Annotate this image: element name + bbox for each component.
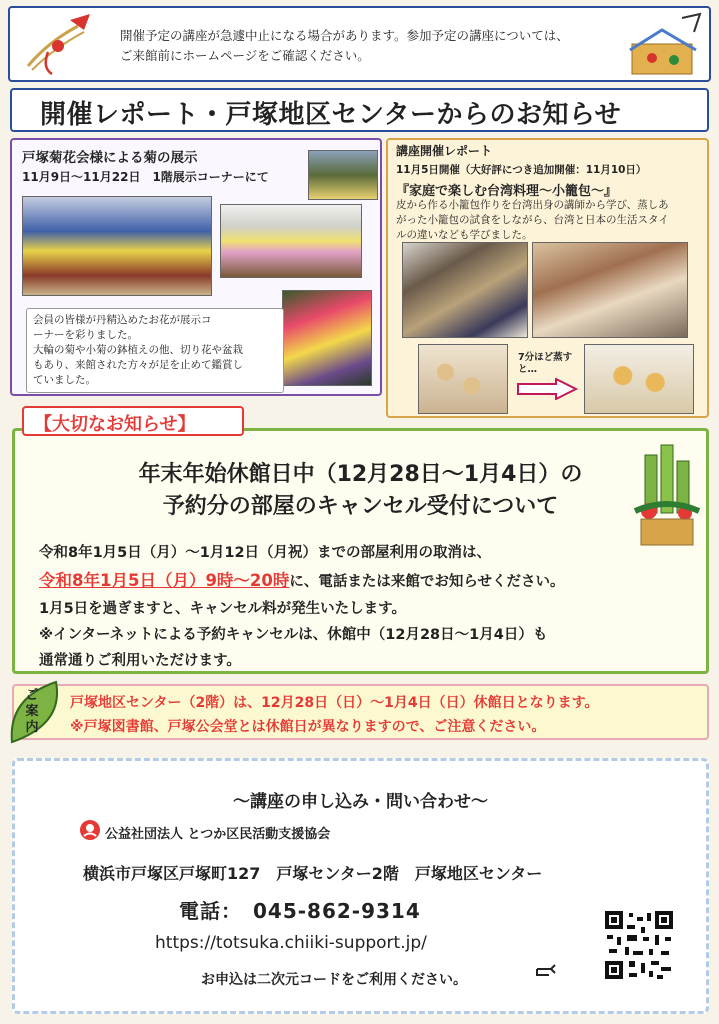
- notice-line: 1月5日を過ぎますと、キャンセル料が発生いたします。: [39, 601, 407, 617]
- qr-code-icon[interactable]: [603, 909, 675, 981]
- new-year-decoration-icon: [622, 10, 706, 80]
- top-notice-line: 開催予定の講座が急遽中止になる場合があります。参加予定の講座については、: [120, 28, 569, 43]
- important-tag: [22, 406, 244, 436]
- notice-line: [39, 567, 564, 591]
- kadomatsu-icon: [631, 441, 703, 547]
- top-notice: [8, 6, 711, 82]
- website-link[interactable]: https://totsuka.chiiki-support.jp/: [155, 933, 427, 953]
- lecture-report: [386, 138, 709, 418]
- notice-line: ※インターネットによる予約キャンセルは、休館中（12月28日～1月4日）も: [39, 627, 548, 643]
- notice-date-emphasis: 令和8年1月5日（月）9時～20時: [39, 571, 290, 590]
- description-line: 会員の皆様が丹精込めたお花が展示コ: [33, 314, 212, 326]
- chrysanthemum-photo: [220, 204, 362, 278]
- right-arrow-icon: [516, 378, 578, 400]
- contact-phone[interactable]: 電話： 045-862-9314: [179, 899, 421, 923]
- top-notice-line: ご来館前にホームページをご確認ください。: [120, 48, 370, 63]
- body-line: ルの違いなども学びました。: [396, 229, 533, 241]
- pointing-hand-icon: [535, 961, 559, 979]
- dumpling-making-photo: [532, 242, 688, 338]
- steamed-dumplings-photo: [418, 344, 508, 414]
- closure-guide: [12, 684, 709, 740]
- chrysanthemum-description: [26, 308, 284, 393]
- chrysanthemum-photo: [282, 290, 372, 386]
- body-line: 皮から作る小籠包作りを台湾出身の講師から学び、蒸しあ: [396, 199, 669, 211]
- report-header: [10, 88, 709, 132]
- cooking-class-photo: [402, 242, 528, 338]
- guide-line: 戸塚地区センター（2階）は、12月28日（日）～1月4日（日）休館日となります。: [70, 695, 599, 711]
- description-line: もあり、来館された方々が足を止めて鑑賞し: [33, 359, 243, 371]
- mizuhiki-decoration-icon: [18, 12, 98, 78]
- organization-logo-icon: [79, 819, 101, 841]
- guide-leaf-icon: [6, 678, 64, 746]
- chrysanthemum-date: 11月9日～11月22日 1階展示コーナーにて: [22, 170, 269, 184]
- steam-label: 7分ほど蒸すと…: [518, 352, 573, 375]
- guide-leaf-label: ご案内: [25, 688, 39, 735]
- lecture-title: 『家庭で楽しむ台湾料理～小籠包～』: [396, 184, 618, 199]
- page-title: 開催レポート・戸塚地区センターからのお知らせ: [40, 100, 622, 130]
- chrysanthemum-photo: [22, 196, 212, 296]
- description-line: 大輪の菊や小菊の鉢植えの他、切り花や盆栽: [33, 344, 243, 356]
- organization-name: 公益社団法人 とつか区民活動支援協会: [105, 827, 331, 842]
- notice-line: 令和8年1月5日（月）～1月12日（月祝）までの部屋利用の取消は、: [39, 545, 492, 561]
- guide-line: ※戸塚図書館、戸塚公会堂とは休館日が異なりますので、ご注意ください。: [70, 719, 546, 735]
- contact-title: ～講座の申し込み・問い合わせ～: [233, 792, 488, 812]
- body-line: がった小籠包の試食をしながら、台湾と日本の生活スタイ: [396, 214, 669, 226]
- chrysanthemum-report: [10, 138, 382, 396]
- chrysanthemum-photo: [308, 150, 378, 200]
- description-line: ていました。: [33, 374, 96, 386]
- description-line: ーナーを彩りました。: [33, 329, 138, 341]
- lecture-heading: 講座開催レポート: [396, 144, 493, 158]
- important-notice: [12, 428, 709, 674]
- contact-address: 横浜市戸塚区戸塚町127 戸塚センター2階 戸塚地区センター: [83, 864, 543, 883]
- finished-dumplings-photo: [584, 344, 694, 414]
- lecture-body: [396, 198, 702, 243]
- important-headline: 予約分の部屋のキャンセル受付について: [162, 494, 559, 519]
- important-headline: 年末年始休館日中（12月28日～1月4日）の: [138, 462, 583, 487]
- notice-line-rest: に、電話または来館でお知らせください。: [289, 574, 565, 590]
- qr-note: お申込は二次元コードをご利用ください。: [201, 972, 467, 988]
- important-tag-label: 【大切なお知らせ】: [34, 414, 196, 435]
- contact-section: [12, 758, 709, 1014]
- top-notice-text: [120, 26, 600, 66]
- notice-line: 通常通りご利用いただけます。: [39, 653, 241, 669]
- chrysanthemum-title: 戸塚菊花会様による菊の展示: [22, 150, 198, 166]
- lecture-date: 11月5日開催（大好評につき追加開催：11月10日）: [396, 164, 647, 176]
